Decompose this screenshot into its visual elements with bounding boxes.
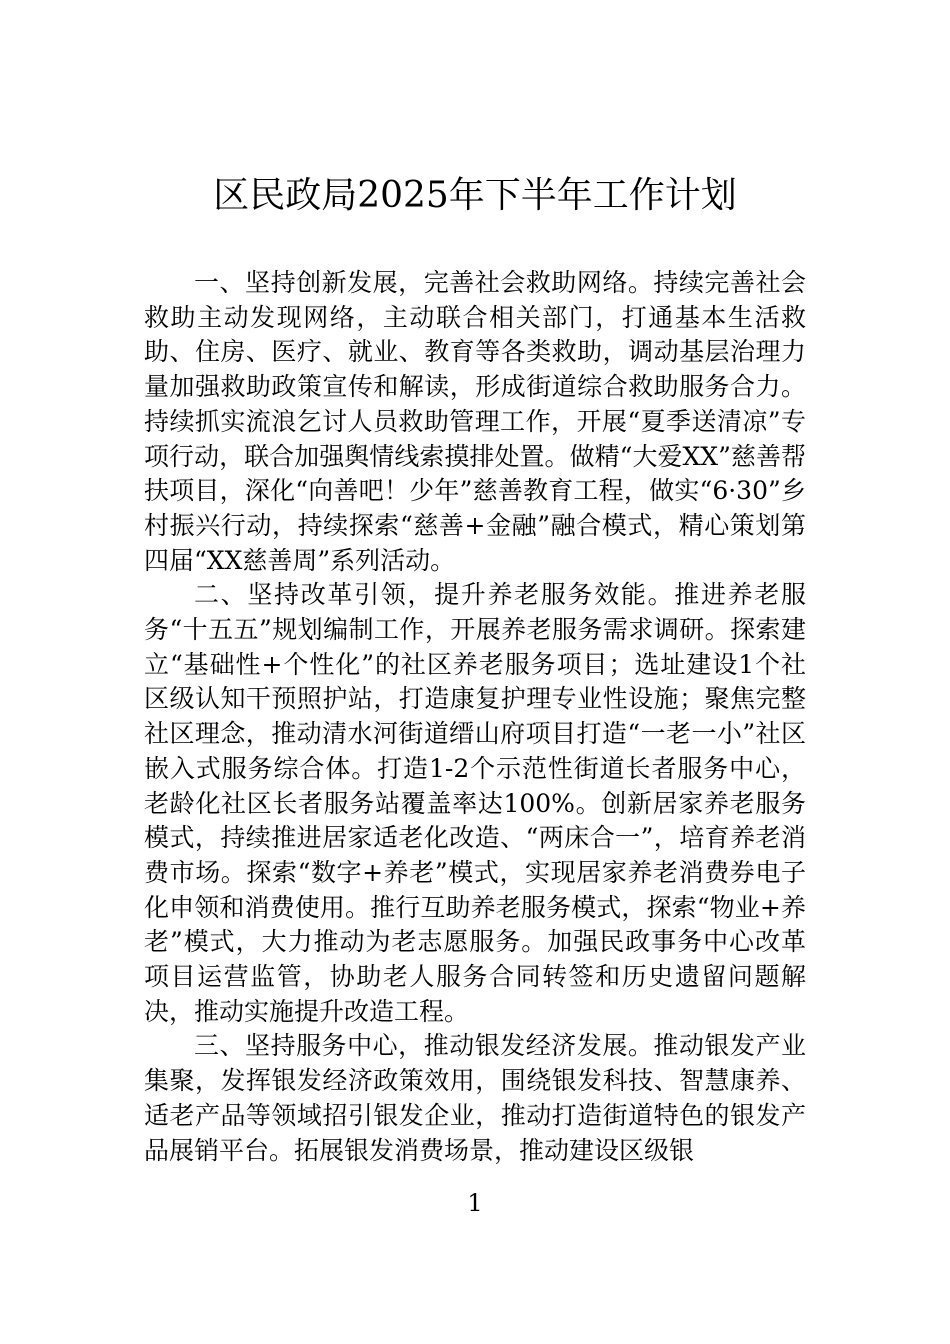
paragraph-silver-economy: 三、坚持服务中心，推动银发经济发展。推动银发产业集聚，发挥银发经济政策效用，围绕银发科技、智慧康养、适老产品等领域招引银发企业，推动打造街道特色的银发产品展销平台。拓展银发消费场景，推动建设区级银 [144,1031,806,1165]
paragraph-social-assistance: 一、坚持创新发展，完善社会救助网络。持续完善社会救助主动发现网络，主动联合相关部门，打通基本生活救助、住房、医疗、就业、教育等各类救助，调动基层治理力量加强救助政策宣传和解读，形成街道综合救助服务合力。持续抓实流浪乞讨人员救助管理工作，开展“夏季送清凉”专项行动，联合加强舆情线索摸排处置。做精“大爱XX”慈善帮扶项目，深化“向善吧！少年”慈善教育工程，做实“6·30”乡村振兴行动，持续探索“慈善+金融”融合模式，精心策划第四届“XX慈善周”系列活动。 [144,268,806,575]
page-number: 1 [467,1189,483,1217]
paragraph-elderly-care: 二、坚持改革引领，提升养老服务效能。推进养老服务“十五五”规划编制工作，开展养老服务需求调研。探索建立“基础性+个性化”的社区养老服务项目；选址建设1个社区级认知干预照护站，打造康复护理专业性设施；聚焦完整社区理念，推动清水河街道缙山府项目打造“一老一小”社区嵌入式服务综合体。打造1-2个示范性街道长者服务中心，老龄化社区长者服务站覆盖率达100%。创新居家养老服务模式，持续推进居家适老化改造、“两床合一”，培育养老消费市场。探索“数字+养老”模式，实现居家养老消费券电子化申领和消费使用。推行互助养老服务模式，探索“物业+养老”模式，大力推动为老志愿服务。加强民政事务中心改革项目运营监管，协助老人服务合同转签和历史遗留问题解决，推动实施提升改造工程。 [144,580,806,1026]
page-title: 区民政局2025年下半年工作计划 [213,175,737,216]
document-body [144,266,806,1168]
